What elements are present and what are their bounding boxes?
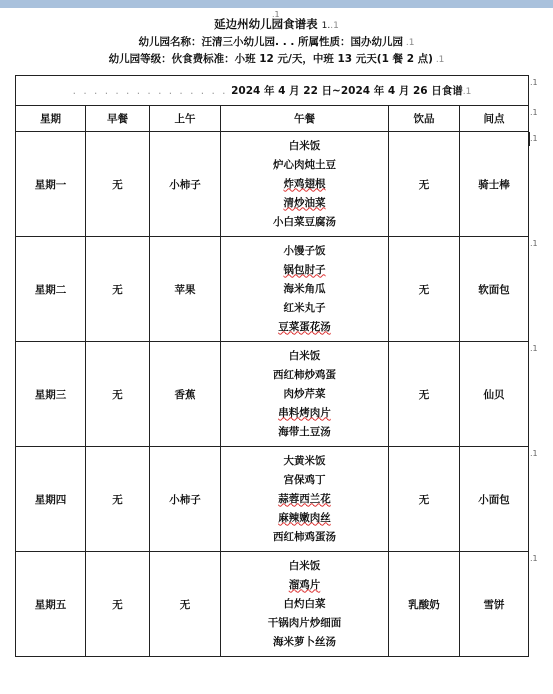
column-header: 间点 [460, 106, 529, 132]
lunch-dish: 小馒子饭 [283, 244, 326, 257]
table-row [16, 342, 529, 447]
school-name: 幼儿园名称：汪清三小幼儿园 [138, 36, 276, 48]
title-suffix: 1. [321, 21, 331, 31]
column-header: 饮品 [389, 106, 460, 132]
lunch-cell [221, 552, 389, 657]
column-header: 午餐 [221, 106, 389, 132]
lunch-dish: 白米饭 [288, 139, 321, 152]
paragraph-mark: .1 [530, 238, 538, 248]
lunch-dish: 白灼白菜 [283, 597, 326, 610]
lunch-dish: 溜鸡片 [288, 578, 321, 591]
lunch-dish: 麻辣嫩肉丝 [278, 511, 331, 524]
day-cell: 星期四 [16, 447, 86, 552]
title-text: 延边州幼儿园食谱表 [214, 17, 318, 31]
morning-snack-cell: 无 [150, 552, 221, 657]
day-cell: 星期二 [16, 237, 86, 342]
column-header-row [16, 106, 529, 132]
afternoon-snack-cell: 软面包 [460, 237, 529, 342]
date-range-text: 2024 年 4 月 22 日~2024 年 4 月 26 日食谱 [231, 85, 463, 97]
grade-fee-text: 幼儿园等级：伙食费标准：小班 12 元/天，中班 13 元天(1 餐 2 点) [108, 53, 433, 65]
breakfast-cell: 无 [86, 447, 150, 552]
document-title: 延边州幼儿园食谱表 1..1 [214, 17, 339, 31]
lunch-dish: 海米萝卜丝汤 [273, 635, 336, 648]
column-header: 早餐 [86, 106, 150, 132]
afternoon-snack-cell: 雪饼 [460, 552, 529, 657]
lunch-dish: 海带土豆汤 [278, 425, 331, 438]
table-row [16, 237, 529, 342]
paragraph-mark: .1 [530, 343, 538, 353]
breakfast-cell: 无 [86, 132, 150, 237]
lunch-dish: 串料烤肉片 [278, 406, 331, 419]
day-cell: 星期五 [16, 552, 86, 657]
table-row [16, 132, 529, 237]
lunch-dish: 海米角瓜 [283, 282, 326, 295]
table-row [16, 447, 529, 552]
ruler-mark: .1 [272, 10, 280, 19]
lunch-cell [221, 237, 389, 342]
day-cell: 星期一 [16, 132, 86, 237]
lunch-dish: 西红柿鸡蛋汤 [273, 530, 336, 543]
drink-cell: 无 [389, 342, 460, 447]
lunch-cell [221, 447, 389, 552]
morning-snack-cell: 苹果 [150, 237, 221, 342]
drink-cell: 无 [389, 237, 460, 342]
lunch-dish: 小白菜豆腐汤 [273, 215, 336, 228]
lunch-dish: 肉炒芹菜 [283, 387, 326, 400]
lunch-cell [221, 342, 389, 447]
paragraph-mark: .1 [530, 107, 538, 117]
lunch-dish: 干锅肉片炒细面 [267, 616, 342, 629]
breakfast-cell: 无 [86, 237, 150, 342]
document-top-bar [0, 0, 553, 8]
lunch-dish: 清炒油菜 [283, 196, 326, 209]
paragraph-mark: .1 [530, 553, 538, 563]
afternoon-snack-cell: 仙贝 [460, 342, 529, 447]
menu-date-range: . . . . . . . . . . . . . . . 2024 年 4 月 22 日~2024 年 4 月 26 日食谱.1 [16, 76, 529, 106]
menu-table [15, 75, 529, 657]
table-row [16, 552, 529, 657]
lunch-dish: 炸鸡翅根 [283, 177, 326, 190]
morning-snack-cell: 小柿子 [150, 447, 221, 552]
school-nature: 所属性质：国办幼儿园 [297, 36, 403, 48]
morning-snack-cell: 香蕉 [150, 342, 221, 447]
lunch-dish: 豆菜蛋花汤 [278, 320, 331, 333]
paragraph-mark: .1 [530, 77, 538, 87]
afternoon-snack-cell: 骑士棒 [460, 132, 529, 237]
column-header: 星期 [16, 106, 86, 132]
lunch-dish: 白米饭 [288, 349, 321, 362]
drink-cell: 无 [389, 132, 460, 237]
lunch-dish: 大黄米饭 [283, 454, 326, 467]
lunch-cell [221, 132, 389, 237]
breakfast-cell: 无 [86, 552, 150, 657]
day-cell: 星期三 [16, 342, 86, 447]
school-info-line: 幼儿园名称：汪清三小幼儿园. . . 所属性质：国办幼儿园 .1 [138, 36, 415, 48]
drink-cell: 乳酸奶 [389, 552, 460, 657]
lunch-dish: 宫保鸡丁 [283, 473, 326, 486]
column-header: 上午 [150, 106, 221, 132]
lunch-dish: 炉心肉炖土豆 [273, 158, 336, 171]
lunch-dish: 红米丸子 [283, 301, 326, 314]
lunch-dish: 西红柿炒鸡蛋 [273, 368, 336, 381]
drink-cell: 无 [389, 447, 460, 552]
grade-fee-line: 幼儿园等级：伙食费标准：小班 12 元/天，中班 13 元天(1 餐 2 点) .1 [108, 53, 445, 65]
lunch-dish: 蒜蓉西兰花 [278, 492, 331, 505]
paragraph-mark: .1 [530, 448, 538, 458]
breakfast-cell: 无 [86, 342, 150, 447]
afternoon-snack-cell: 小面包 [460, 447, 529, 552]
lunch-dish: 白米饭 [288, 559, 321, 572]
paragraph-mark: .1 [530, 133, 538, 143]
lunch-dish: 锅包肘子 [283, 263, 326, 276]
morning-snack-cell: 小柿子 [150, 132, 221, 237]
